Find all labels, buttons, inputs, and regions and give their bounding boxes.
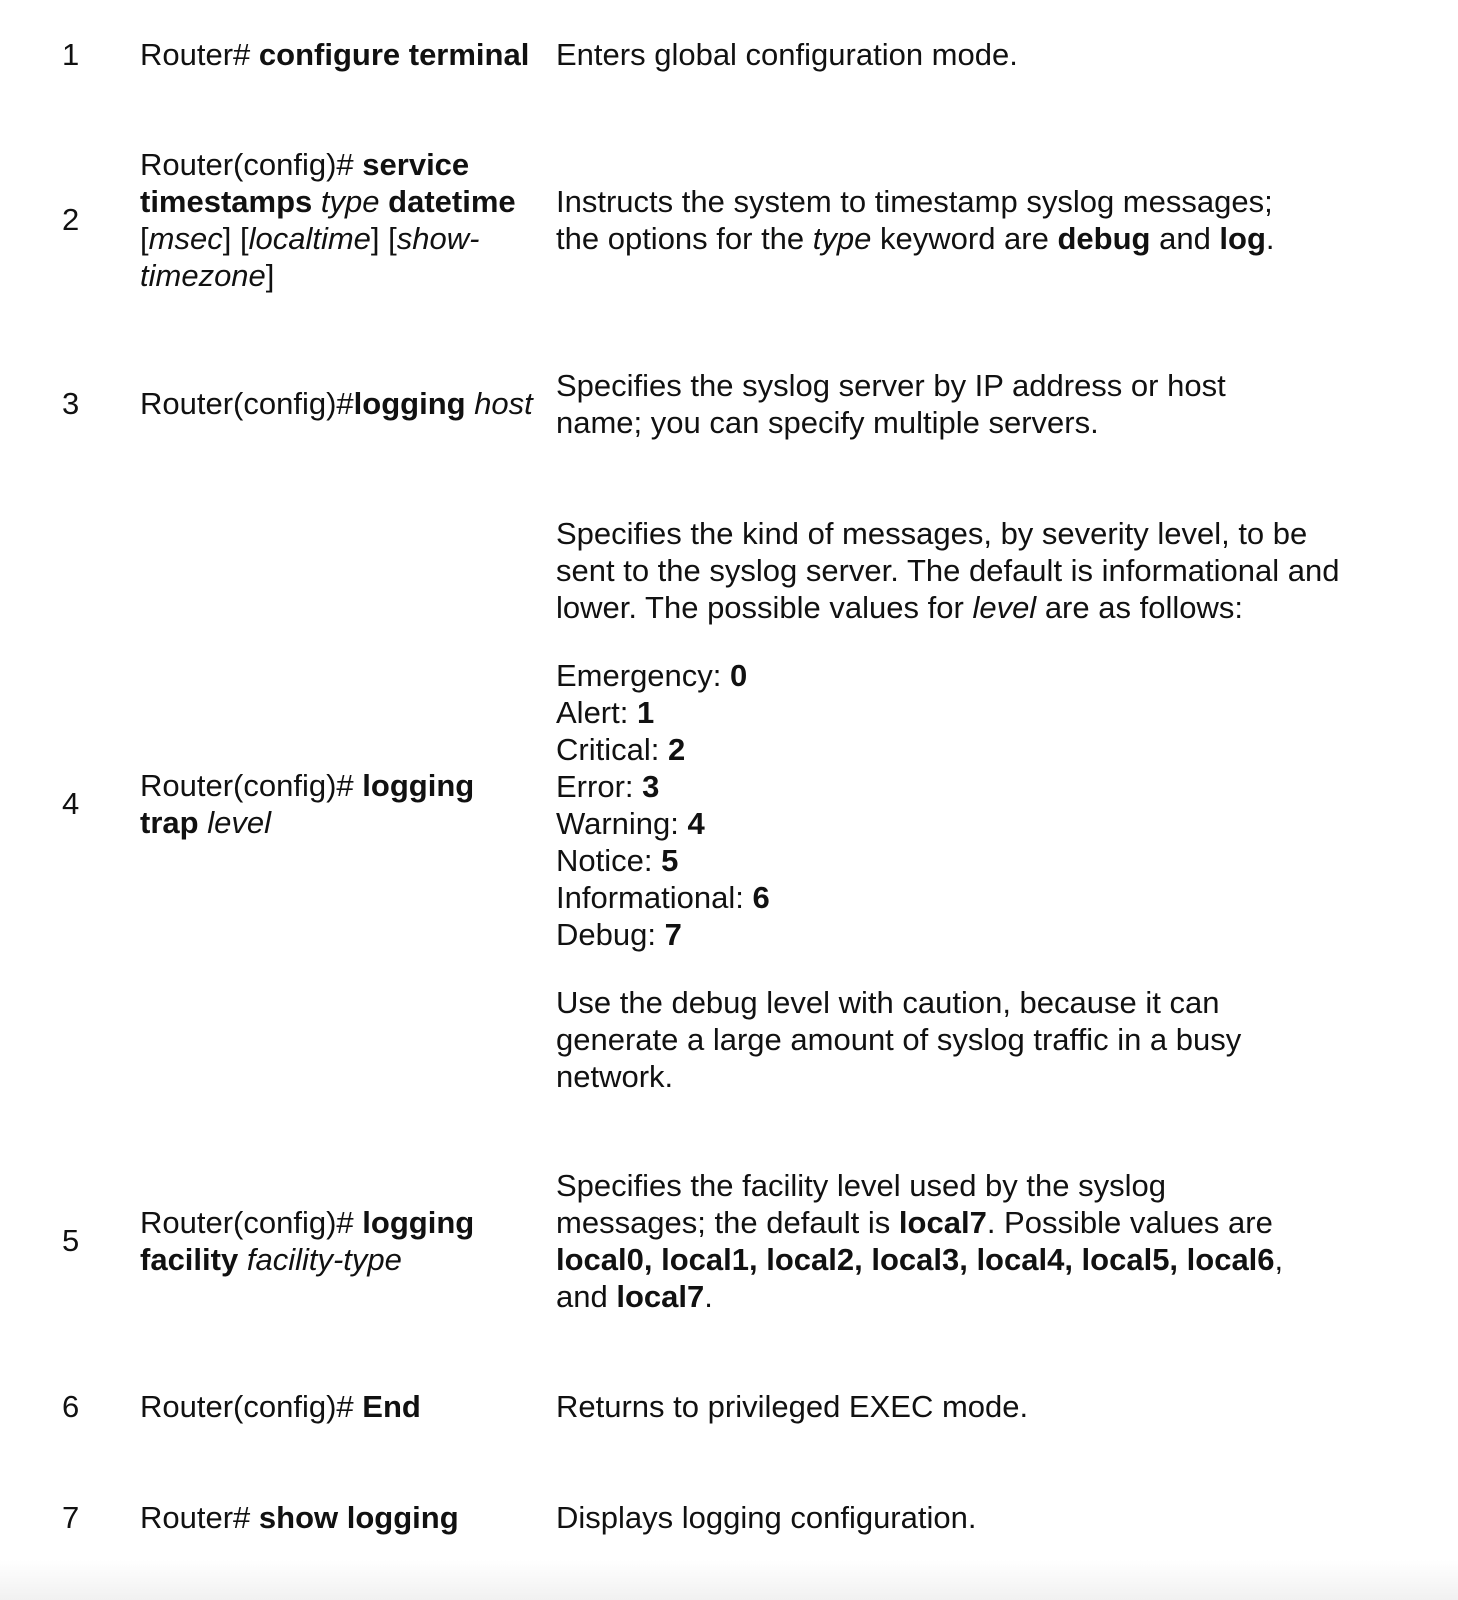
step-number: 3	[62, 386, 80, 421]
description-bold: local0, local1, local2, local3, local4, local5, local6	[556, 1242, 1275, 1277]
command-keyword: logging	[353, 386, 466, 421]
step-description	[556, 515, 1346, 1095]
step-command	[140, 36, 560, 73]
command-argument: type	[320, 184, 380, 219]
step-number: 6	[62, 1389, 80, 1424]
description-text: , and	[556, 1242, 1284, 1314]
severity-item	[556, 694, 1346, 731]
command-keyword: service timestamps	[140, 147, 470, 219]
command-argument: facility-type	[246, 1242, 402, 1277]
bracket: [	[388, 221, 397, 256]
severity-item	[556, 731, 1346, 768]
severity-name: Emergency:	[556, 658, 731, 693]
bracket: ]	[370, 221, 380, 256]
command-prompt: Router(config)#	[140, 1389, 363, 1424]
command-prompt: Router(config)#	[140, 1205, 363, 1240]
severity-value: 3	[642, 769, 660, 804]
command-keyword: End	[362, 1389, 421, 1424]
severity-value: 0	[730, 658, 748, 693]
command-keyword: logging facility	[140, 1205, 475, 1277]
severity-value: 7	[664, 917, 682, 952]
command-option: show-timezone	[140, 221, 480, 293]
severity-item	[556, 879, 1346, 916]
description-text: Specifies the facility level used by the syslog messages; the default is	[556, 1168, 1166, 1240]
step-number: 2	[62, 202, 80, 237]
severity-value: 5	[661, 843, 679, 878]
severity-name: Warning:	[556, 806, 688, 841]
severity-name: Alert:	[556, 695, 637, 730]
severity-name: Error:	[556, 769, 643, 804]
step-command	[140, 1204, 520, 1278]
severity-item	[556, 916, 1346, 953]
step-command	[140, 146, 530, 294]
step-description	[556, 183, 1316, 257]
description-bold: log	[1219, 221, 1266, 256]
step-description: Enters global configuration mode.	[556, 37, 1018, 72]
step-description	[556, 1167, 1316, 1315]
severity-intro	[556, 515, 1346, 626]
step-number: 5	[62, 1223, 80, 1258]
description-text: are as follows:	[1036, 590, 1243, 625]
step-description: Specifies the syslog server by IP address or host name; you can specify multiple servers.	[556, 368, 1226, 440]
command-keyword: show logging	[258, 1500, 459, 1535]
bracket: ]	[222, 221, 232, 256]
command-keyword: logging trap	[140, 768, 475, 840]
page-bottom-edge	[0, 1560, 1458, 1600]
step-command	[140, 385, 560, 422]
command-argument: host	[474, 386, 533, 421]
command-prompt: Router(config)#	[140, 386, 354, 421]
severity-list	[556, 657, 1346, 953]
severity-item	[556, 805, 1346, 842]
step-command	[140, 767, 520, 841]
command-option: localtime	[248, 221, 371, 256]
command-option: msec	[148, 221, 223, 256]
description-italic: level	[972, 590, 1037, 625]
command-prompt: Router(config)#	[140, 147, 363, 182]
description-text: and	[1150, 221, 1220, 256]
description-text: . Possible values are	[986, 1205, 1273, 1240]
command-argument: level	[207, 805, 271, 840]
description-italic: type	[812, 221, 872, 256]
step-command	[140, 1499, 545, 1536]
severity-item	[556, 768, 1346, 805]
caution-note: Use the debug level with caution, because it can generate a large amount of syslog traffic in a busy network.	[556, 985, 1242, 1094]
description-bold: debug	[1057, 221, 1151, 256]
description-text: Specifies the kind of messages, by severity level, to be sent to the syslog server. The default is informational and lower. The possible values for	[556, 516, 1340, 625]
bracket: [	[140, 221, 149, 256]
command-prompt: Router#	[140, 37, 259, 72]
bracket: [	[239, 221, 249, 256]
command-keyword: datetime	[388, 184, 516, 219]
step-command	[140, 1388, 545, 1425]
step-description: Returns to privileged EXEC mode.	[556, 1389, 1029, 1424]
severity-name: Critical:	[556, 732, 668, 767]
severity-name: Informational:	[556, 880, 753, 915]
severity-value: 4	[687, 806, 705, 841]
severity-name: Notice:	[556, 843, 662, 878]
severity-item	[556, 842, 1346, 879]
severity-item	[556, 657, 1346, 694]
command-keyword: configure terminal	[258, 37, 530, 72]
description-bold: local7	[616, 1279, 705, 1314]
step-description: Displays logging configuration.	[556, 1500, 977, 1535]
description-text: .	[704, 1279, 713, 1314]
step-number: 4	[62, 786, 80, 821]
description-text: .	[1265, 221, 1275, 256]
description-bold: local7	[898, 1205, 987, 1240]
description-text: Instructs the system to timestamp syslog messages; the options for the	[556, 184, 1273, 256]
step-number: 1	[62, 37, 80, 72]
severity-value: 1	[636, 695, 655, 730]
severity-value: 2	[667, 732, 686, 767]
severity-value: 6	[752, 880, 770, 915]
step-number: 7	[62, 1500, 80, 1535]
description-text: keyword are	[871, 221, 1058, 256]
severity-name: Debug:	[556, 917, 665, 952]
command-prompt: Router(config)#	[140, 768, 363, 803]
command-prompt: Router#	[140, 1500, 259, 1535]
bracket: ]	[265, 258, 275, 293]
